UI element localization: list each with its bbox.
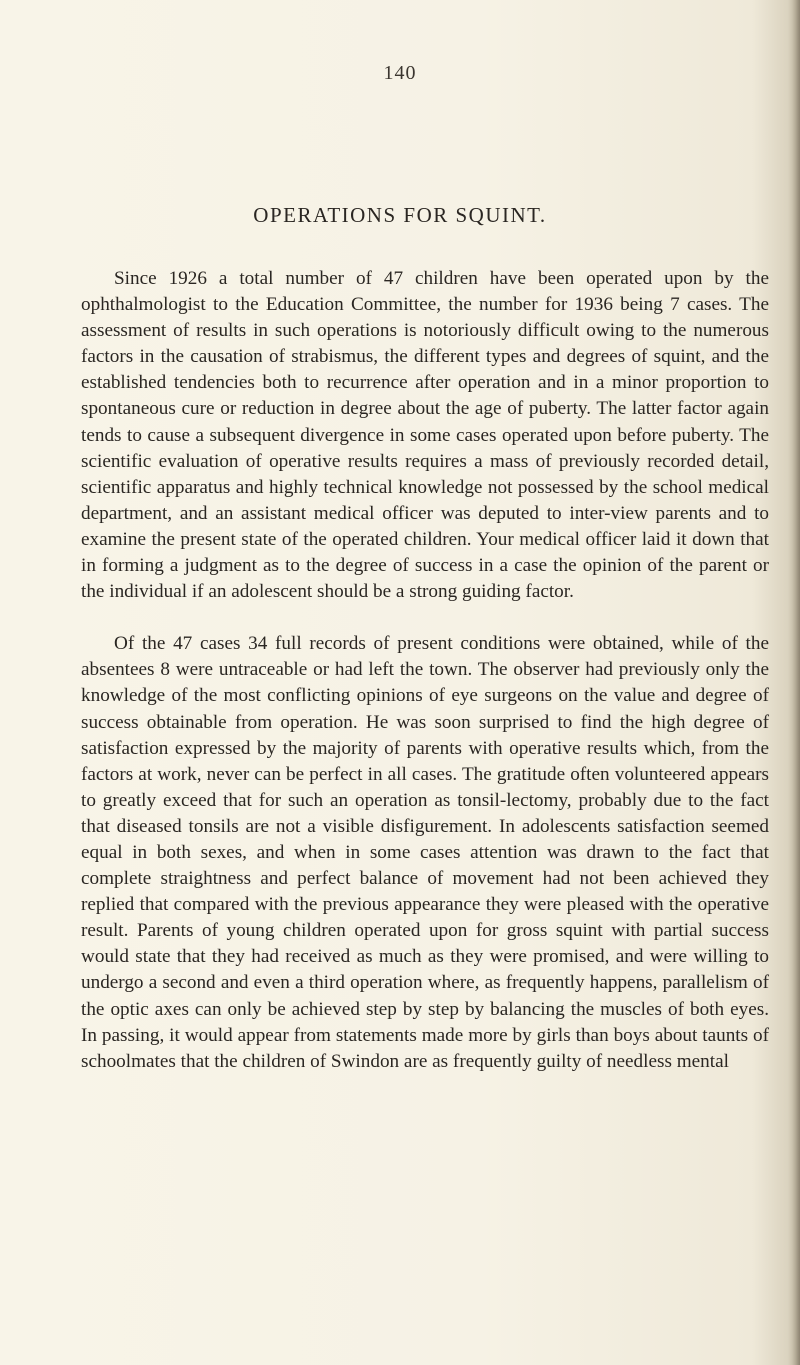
section-title: OPERATIONS FOR SQUINT. xyxy=(253,203,547,227)
page-number: 140 xyxy=(383,62,417,84)
paragraph-2: Of the 47 cases 34 full records of present conditions were obtained, while of the absentees 8 were untraceable or had left the town. The observer had previously only the knowledge of the most conflicting opinions of eye surgeons on the value and degree of success obtainable from operation. He was soon surprised to find the high degree of satisfaction expressed by the majority of parents with operative results which, from the factors at work, never can be perfect in all cases. The gratitude often volunteered appears to greatly exceed that for such an operation as tonsil-lectomy, probably due to the fact that diseased tonsils are not a visible disfigurement. In adolescents satisfaction seemed equal in both sexes, and when in some cases attention was drawn to the fact that complete straightness and perfect balance of movement had not been achieved they replied that compared with the previous appearance they were pleased with the operative result. Parents of young children operated upon for gross squint with partial success would state that they had received as much as they were promised, and were willing to undergo a second and even a third operation where, as frequently happens, parallelism of the optic axes can only be achieved step by step by balancing the muscles of both eyes. In passing, it would appear from statements made more by girls than boys about taunts of schoolmates that the children of Swindon are as frequently guilty of needless mental xyxy=(81,633,769,1072)
body-text xyxy=(81,266,769,1101)
paragraph-1: Since 1926 a total number of 47 children have been operated upon by the ophthalmologist to the Education Committee, the number for 1936 being 7 cases. The assessment of results in such operations is notoriously difficult owing to the numerous factors in the causation of strabismus, the different types and degrees of squint, and the established tendencies both to recurrence after operation and in a minor proportion to spontaneous cure or reduction in degree about the age of puberty. The latter factor again tends to cause a subsequent divergence in some cases operated upon before puberty. The scientific evaluation of operative results requires a mass of previously recorded detail, scientific apparatus and highly technical knowledge not possessed by the school medical department, and an assistant medical officer was deputed to inter-view parents and to examine the present state of the operated children. Your medical officer laid it down that in forming a judgment as to the degree of success in a case the opinion of the parent or the individual if an adolescent should be a strong guiding factor. xyxy=(81,268,769,603)
